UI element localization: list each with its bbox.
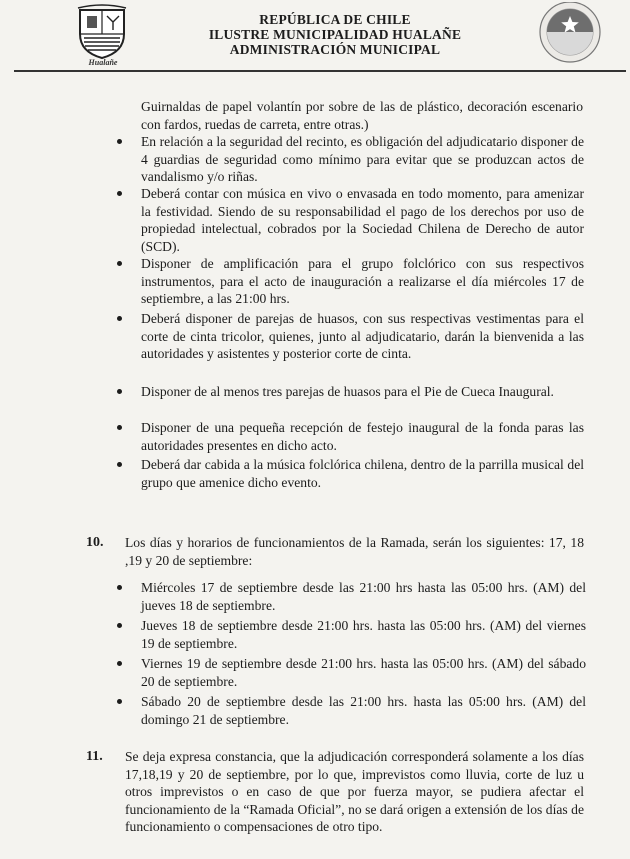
- document-header: [140, 12, 530, 57]
- list-item: [112, 456, 584, 492]
- header-line-municipality: ILUSTRE MUNICIPALIDAD HUALAÑE: [208, 27, 462, 42]
- continuation-paragraph: Guirnaldas de papel volantín por sobre de las de plástico, decoración escenario con fardos, ruedas de carreta, entre otras.): [141, 99, 583, 132]
- bullet-icon: [117, 623, 122, 628]
- bullet-icon: [117, 316, 122, 321]
- section-body: Se deja expresa constancia, que la adjudicación corresponderá solamente a los días 17,18,19 y 20 de septiembre, por lo que, imprevistos como lluvia, corte de luz u otros imprevistos o en caso de que por fuerza mayor, se pudiera afectar el funcionamiento de la “Ramada Oficial”, no se dará origen a extensión de los días de funcionamiento o compensaciones de otro tipo.: [125, 749, 584, 834]
- bullet-icon: [117, 462, 122, 467]
- list-item-text: Disponer de al menos tres parejas de huasos para el Pie de Cueca Inaugural.: [141, 384, 554, 399]
- list-item: [112, 419, 584, 456]
- bullet-icon: [117, 585, 122, 590]
- list-item-text: Deberá dar cabida a la música folclórica chilena, dentro de la parrilla musical del grupo que amenice dicho evento.: [141, 457, 584, 490]
- list-item: [112, 255, 584, 310]
- list-item-text: Deberá disponer de parejas de huasos, con sus respectivas vestimentas para el corte de cinta tricolor, quienes, junto al adjudicatario, darán la bienvenida a las autoridades y asistentes y posterior corte de cinta.: [141, 311, 584, 361]
- list-item: [112, 693, 586, 731]
- header-divider: [14, 70, 626, 72]
- schedule-list: [112, 579, 586, 731]
- section-11: [86, 748, 586, 858]
- municipal-crest-logo: [76, 4, 128, 60]
- section-10: [86, 534, 586, 734]
- list-item: [112, 655, 586, 693]
- list-item-text: Viernes 19 de septiembre desde 21:00 hrs. hasta las 05:00 hrs. (AM) del sábado 20 de septiembre.: [141, 656, 586, 689]
- list-item: [112, 579, 586, 617]
- bullet-icon: [117, 389, 122, 394]
- header-line-republic: REPÚBLICA DE CHILE: [259, 12, 411, 27]
- list-item: [112, 133, 584, 185]
- list-item-text: Disponer de una pequeña recepción de festejo inaugural de la fonda paras las autoridades presentes en dicho acto.: [141, 420, 584, 453]
- bullet-icon: [117, 191, 122, 196]
- bullet-icon: [117, 425, 122, 430]
- list-item-text: Deberá contar con música en vivo o envasada en todo momento, para amenizar la festividad. Siendo de su responsabilidad el pago de los derechos por uso de propiedad intelectual, cobrados por la Sociedad Chilena de Derecho de autor (SCD).: [141, 186, 584, 254]
- list-item-text: Disponer de amplificación para el grupo folclórico con sus respectivos instrumentos, para el acto de inauguración a realizarse el día miércoles 17 de septiembre, a las 21:00 hrs.: [141, 256, 584, 306]
- bullet-icon: [117, 661, 122, 666]
- list-item: [112, 185, 584, 255]
- section-number: 11.: [86, 749, 103, 764]
- list-item-text: Sábado 20 de septiembre desde las 21:00 hrs. hasta las 05:00 hrs. (AM) del domingo 21 de septiembre.: [141, 694, 586, 727]
- section-number: 10.: [86, 535, 104, 550]
- bullet-icon: [117, 139, 122, 144]
- header-line-administration: ADMINISTRACIÓN MUNICIPAL: [229, 42, 441, 57]
- list-item: [112, 310, 584, 383]
- list-item-text: En relación a la seguridad del recinto, es obligación del adjudicatario disponer de 4 guardias de seguridad como mínimo para evitar que se produzcan actos de vandalismo y/o riñas.: [141, 134, 584, 184]
- list-item-text: Jueves 18 de septiembre desde 21:00 hrs. hasta las 05:00 hrs. (AM) del viernes 19 de septiembre.: [141, 618, 586, 651]
- bullet-icon: [117, 699, 122, 704]
- crest-caption: Hualañe: [88, 58, 118, 67]
- list-item-text: Miércoles 17 de septiembre desde las 21:00 hrs hasta las 05:00 hrs. (AM) del jueves 18 de septiembre.: [141, 580, 586, 613]
- seal-logo: [530, 2, 602, 64]
- bullet-icon: [117, 261, 122, 266]
- list-item: [112, 617, 586, 655]
- list-item: [112, 383, 584, 419]
- section-intro: Los días y horarios de funcionamientos de la Ramada, serán los siguientes: 17, 18 ,19 y 20 de septiembre:: [125, 535, 584, 568]
- requirements-list: [112, 133, 584, 492]
